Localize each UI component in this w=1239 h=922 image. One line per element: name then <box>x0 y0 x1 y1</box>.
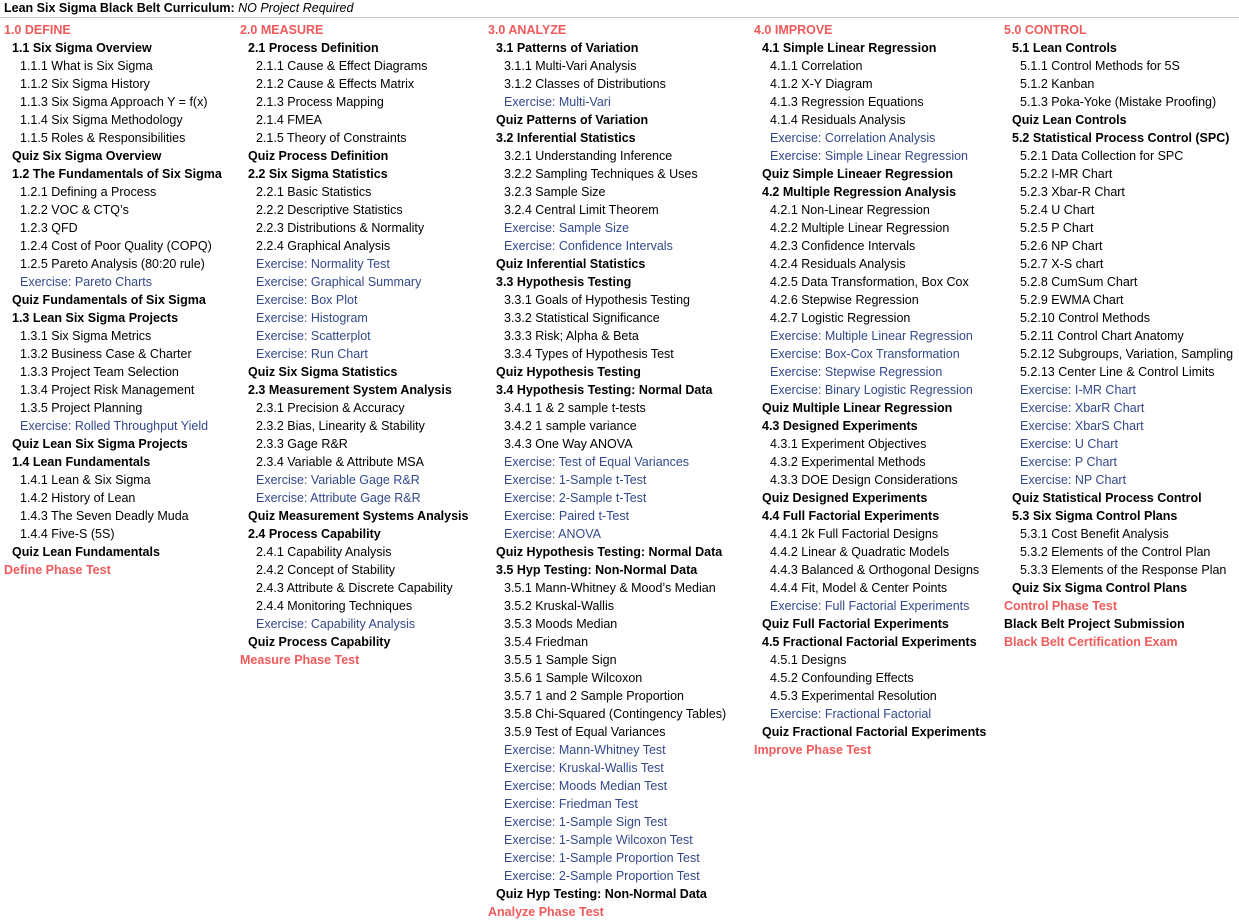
exercise-link[interactable]: Exercise: I-MR Chart <box>1020 383 1136 397</box>
lesson-item: 1.1.5 Roles & Responsibilities <box>20 131 186 145</box>
quiz-item: Quiz Process Definition <box>248 149 389 163</box>
section-heading: 1.2 The Fundamentals of Six Sigma <box>12 167 222 181</box>
lesson-item: 5.3.3 Elements of the Response Plan <box>1020 563 1227 577</box>
lesson-item: 4.3.3 DOE Design Considerations <box>770 473 958 487</box>
quiz-item: Quiz Designed Experiments <box>762 491 928 505</box>
lesson-item: 2.3.3 Gage R&R <box>256 437 348 451</box>
page-header <box>0 0 1239 18</box>
analyze-column <box>488 21 726 921</box>
phase-heading: 5.0 CONTROL <box>1004 23 1087 37</box>
section-heading: 2.1 Process Definition <box>248 41 379 55</box>
lesson-item: 4.4.3 Balanced & Orthogonal Designs <box>770 563 980 577</box>
section-heading: 4.3 Designed Experiments <box>762 419 918 433</box>
quiz-item: Quiz Six Sigma Overview <box>12 149 162 163</box>
lesson-item: 3.5.5 1 Sample Sign <box>504 653 617 667</box>
section-heading: 1.3 Lean Six Sigma Projects <box>12 311 179 325</box>
exercise-link[interactable]: Exercise: Friedman Test <box>504 797 638 811</box>
exercise-link[interactable]: Exercise: Fractional Factorial <box>770 707 932 721</box>
lesson-item: 3.1.1 Multi-Vari Analysis <box>504 59 637 73</box>
lesson-item: 5.2.6 NP Chart <box>1020 239 1103 253</box>
lesson-item: 5.2.1 Data Collection for SPC <box>1020 149 1184 163</box>
lesson-item: 5.2.8 CumSum Chart <box>1020 275 1138 289</box>
lesson-item: 3.5.1 Mann-Whitney & Mood’s Median <box>504 581 716 595</box>
exercise-link[interactable]: Exercise: Attribute Gage R&R <box>256 491 421 505</box>
lesson-item: 4.5.2 Confounding Effects <box>770 671 914 685</box>
lesson-item: 4.5.1 Designs <box>770 653 847 667</box>
exercise-link[interactable]: Exercise: U Chart <box>1020 437 1118 451</box>
exercise-link[interactable]: Exercise: Box-Cox Transformation <box>770 347 960 361</box>
lesson-item: 4.2.7 Logistic Regression <box>770 311 911 325</box>
lesson-item: 5.3.2 Elements of the Control Plan <box>1020 545 1211 559</box>
exercise-link[interactable]: Exercise: Stepwise Regression <box>770 365 943 379</box>
exercise-link[interactable]: Exercise: 2-Sample Proportion Test <box>504 869 700 883</box>
exercise-link[interactable]: Exercise: Paired t-Test <box>504 509 630 523</box>
section-heading: 3.4 Hypothesis Testing: Normal Data <box>496 383 713 397</box>
exercise-link[interactable]: Exercise: Correlation Analysis <box>770 131 936 145</box>
exercise-link[interactable]: Exercise: Multiple Linear Regression <box>770 329 973 343</box>
lesson-item: 2.1.1 Cause & Effect Diagrams <box>256 59 428 73</box>
quiz-item: Quiz Six Sigma Control Plans <box>1012 581 1188 595</box>
lesson-item: 1.4.4 Five-S (5S) <box>20 527 115 541</box>
lesson-item: 2.3.4 Variable & Attribute MSA <box>256 455 424 469</box>
phase-test: Improve Phase Test <box>754 743 872 757</box>
lesson-item: 2.1.4 FMEA <box>256 113 322 127</box>
quiz-item: Quiz Statistical Process Control <box>1012 491 1202 505</box>
lesson-item: 1.3.2 Business Case & Charter <box>20 347 192 361</box>
section-heading: 5.2 Statistical Process Control (SPC) <box>1012 131 1230 145</box>
lesson-item: 1.2.4 Cost of Poor Quality (COPQ) <box>20 239 212 253</box>
lesson-item: 1.2.3 QFD <box>20 221 78 235</box>
lesson-item: 5.2.11 Control Chart Anatomy <box>1020 329 1184 343</box>
exercise-link[interactable]: Exercise: Box Plot <box>256 293 358 307</box>
section-heading: 2.3 Measurement System Analysis <box>248 383 452 397</box>
exercise-link[interactable]: Exercise: 1-Sample t-Test <box>504 473 647 487</box>
quiz-item: Quiz Inferential Statistics <box>496 257 646 271</box>
lesson-item: 5.1.1 Control Methods for 5S <box>1020 59 1180 73</box>
section-heading: 3.5 Hyp Testing: Non-Normal Data <box>496 563 698 577</box>
lesson-item: 2.1.2 Cause & Effects Matrix <box>256 77 415 91</box>
exercise-link[interactable]: Exercise: 2-Sample t-Test <box>504 491 647 505</box>
exercise-link[interactable]: Exercise: Test of Equal Variances <box>504 455 690 469</box>
control-column <box>1004 21 1233 651</box>
define-column <box>4 21 222 579</box>
lesson-item: 5.1.3 Poka-Yoke (Mistake Proofing) <box>1020 95 1217 109</box>
quiz-item: Quiz Fundamentals of Six Sigma <box>12 293 206 307</box>
lesson-item: 2.1.3 Process Mapping <box>256 95 384 109</box>
phase-test: Measure Phase Test <box>240 653 360 667</box>
exercise-link[interactable]: Exercise: Binary Logistic Regression <box>770 383 973 397</box>
section-heading: 4.2 Multiple Regression Analysis <box>762 185 957 199</box>
quiz-item: Quiz Fractional Factorial Experiments <box>762 725 987 739</box>
lesson-item: 3.5.8 Chi-Squared (Contingency Tables) <box>504 707 727 721</box>
lesson-item: 3.5.7 1 and 2 Sample Proportion <box>504 689 684 703</box>
phase-heading: 3.0 ANALYZE <box>488 23 567 37</box>
phase-test: Analyze Phase Test <box>488 905 604 919</box>
lesson-item: 3.1.2 Classes of Distributions <box>504 77 666 91</box>
lesson-item: 1.3.5 Project Planning <box>20 401 143 415</box>
lesson-item: 5.2.3 Xbar-R Chart <box>1020 185 1125 199</box>
quiz-item: Quiz Hypothesis Testing: Normal Data <box>496 545 723 559</box>
lesson-item: 5.2.4 U Chart <box>1020 203 1095 217</box>
section-heading: 4.1 Simple Linear Regression <box>762 41 937 55</box>
lesson-item: 3.4.1 1 & 2 sample t-tests <box>504 401 646 415</box>
phase-heading: 4.0 IMPROVE <box>754 23 833 37</box>
lesson-item: 2.4.3 Attribute & Discrete Capability <box>256 581 453 595</box>
exercise-link[interactable]: Exercise: 1-Sample Proportion Test <box>504 851 700 865</box>
improve-column <box>754 21 986 759</box>
section-heading: 2.2 Six Sigma Statistics <box>248 167 388 181</box>
exercise-link[interactable]: Exercise: Multi-Vari <box>504 95 611 109</box>
lesson-item: 5.2.7 X-S chart <box>1020 257 1104 271</box>
lesson-item: 4.2.1 Non-Linear Regression <box>770 203 930 217</box>
lesson-item: 4.1.2 X-Y Diagram <box>770 77 873 91</box>
exercise-link[interactable]: Exercise: Run Chart <box>256 347 368 361</box>
exercise-link[interactable]: Exercise: Graphical Summary <box>256 275 422 289</box>
section-heading: 4.5 Fractional Factorial Experiments <box>762 635 977 649</box>
exercise-link[interactable]: Exercise: P Chart <box>1020 455 1118 469</box>
lesson-item: 4.2.3 Confidence Intervals <box>770 239 916 253</box>
exercise-link[interactable]: Exercise: 1-Sample Sign Test <box>504 815 668 829</box>
exercise-link[interactable]: Exercise: Sample Size <box>504 221 630 235</box>
exercise-link[interactable]: Exercise: 1-Sample Wilcoxon Test <box>504 833 693 847</box>
lesson-item: 4.1.4 Residuals Analysis <box>770 113 906 127</box>
section-heading: 5.1 Lean Controls <box>1012 41 1117 55</box>
lesson-item: 4.3.1 Experiment Objectives <box>770 437 927 451</box>
section-heading: 4.4 Full Factorial Experiments <box>762 509 940 523</box>
lesson-item: 4.4.4 Fit, Model & Center Points <box>770 581 948 595</box>
exercise-link[interactable]: Exercise: Scatterplot <box>256 329 371 343</box>
lesson-item: 2.4.2 Concept of Stability <box>256 563 395 577</box>
lesson-item: 5.2.2 I-MR Chart <box>1020 167 1113 181</box>
lesson-item: 3.5.9 Test of Equal Variances <box>504 725 666 739</box>
lesson-item: 3.2.3 Sample Size <box>504 185 606 199</box>
lesson-item: 1.3.4 Project Risk Management <box>20 383 195 397</box>
lesson-item: 2.2.4 Graphical Analysis <box>256 239 391 253</box>
lesson-item: 4.4.1 2k Full Factorial Designs <box>770 527 939 541</box>
exercise-link[interactable]: Exercise: Confidence Intervals <box>504 239 673 253</box>
lesson-item: 2.2.1 Basic Statistics <box>256 185 372 199</box>
lesson-item: 3.5.4 Friedman <box>504 635 589 649</box>
lesson-item: 1.2.2 VOC & CTQ’s <box>20 203 129 217</box>
quiz-item: Quiz Hypothesis Testing <box>496 365 641 379</box>
quiz-item: Quiz Six Sigma Statistics <box>248 365 398 379</box>
exercise-link[interactable]: Exercise: NP Chart <box>1020 473 1127 487</box>
section-heading: 3.2 Inferential Statistics <box>496 131 636 145</box>
phase-test: Black Belt Certification Exam <box>1004 635 1178 649</box>
curriculum-title: Lean Six Sigma Black Belt Curriculum: <box>4 1 235 15</box>
exercise-link[interactable]: Exercise: ANOVA <box>504 527 602 541</box>
exercise-link[interactable]: Exercise: Capability Analysis <box>256 617 416 631</box>
lesson-item: 3.2.4 Central Limit Theorem <box>504 203 659 217</box>
lesson-item: 1.3.3 Project Team Selection <box>20 365 179 379</box>
exercise-link[interactable]: Exercise: Normality Test <box>256 257 390 271</box>
exercise-link[interactable]: Exercise: Histogram <box>256 311 368 325</box>
exercise-link[interactable]: Exercise: Rolled Throughput Yield <box>20 419 209 433</box>
lesson-item: 3.4.2 1 sample variance <box>504 419 637 433</box>
lesson-item: 1.2.5 Pareto Analysis (80:20 rule) <box>20 257 205 271</box>
lesson-item: 1.4.1 Lean & Six Sigma <box>20 473 151 487</box>
lesson-item: 2.4.4 Monitoring Techniques <box>256 599 413 613</box>
section-heading: 1.4 Lean Fundamentals <box>12 455 151 469</box>
lesson-item: 2.3.2 Bias, Linearity & Stability <box>256 419 425 433</box>
exercise-link[interactable]: Exercise: Moods Median Test <box>504 779 668 793</box>
lesson-item: 4.2.2 Multiple Linear Regression <box>770 221 950 235</box>
quiz-item: Quiz Measurement Systems Analysis <box>248 509 469 523</box>
lesson-item: 3.4.3 One Way ANOVA <box>504 437 633 451</box>
exercise-link[interactable]: Exercise: XbarS Chart <box>1020 419 1144 433</box>
lesson-item: 1.2.1 Defining a Process <box>20 185 157 199</box>
quiz-item: Quiz Lean Controls <box>1012 113 1127 127</box>
section-heading: 3.1 Patterns of Variation <box>496 41 639 55</box>
lesson-item: 2.1.5 Theory of Constraints <box>256 131 407 145</box>
lesson-item: 3.5.2 Kruskal-Wallis <box>504 599 614 613</box>
quiz-item: Quiz Hyp Testing: Non-Normal Data <box>496 887 707 901</box>
lesson-item: 3.3.3 Risk; Alpha & Beta <box>504 329 639 343</box>
exercise-link[interactable]: Exercise: XbarR Chart <box>1020 401 1145 415</box>
exercise-link[interactable]: Exercise: Simple Linear Regression <box>770 149 969 163</box>
lesson-item: 3.5.3 Moods Median <box>504 617 618 631</box>
quiz-item: Quiz Lean Six Sigma Projects <box>12 437 188 451</box>
lesson-item: 1.4.2 History of Lean <box>20 491 136 505</box>
lesson-item: 4.2.4 Residuals Analysis <box>770 257 906 271</box>
project-note: NO Project Required <box>238 1 354 15</box>
lesson-item: 1.4.3 The Seven Deadly Muda <box>20 509 189 523</box>
phase-heading: 1.0 DEFINE <box>4 23 71 37</box>
lesson-item: 4.4.2 Linear & Quadratic Models <box>770 545 950 559</box>
lesson-item: 4.3.2 Experimental Methods <box>770 455 926 469</box>
quiz-item: Quiz Process Capability <box>248 635 391 649</box>
lesson-item: 3.3.4 Types of Hypothesis Test <box>504 347 674 361</box>
lesson-item: 4.2.6 Stepwise Regression <box>770 293 919 307</box>
phase-heading: 2.0 MEASURE <box>240 23 324 37</box>
phase-test: Define Phase Test <box>4 563 111 577</box>
lesson-item: 2.2.3 Distributions & Normality <box>256 221 425 235</box>
lesson-item: 5.2.9 EWMA Chart <box>1020 293 1124 307</box>
lesson-item: 1.1.2 Six Sigma History <box>20 77 150 91</box>
lesson-item: 4.1.3 Regression Equations <box>770 95 924 109</box>
lesson-item: 3.3.1 Goals of Hypothesis Testing <box>504 293 690 307</box>
lesson-item: 1.3.1 Six Sigma Metrics <box>20 329 152 343</box>
lesson-item: 5.2.5 P Chart <box>1020 221 1094 235</box>
measure-column <box>240 21 468 669</box>
section-heading: 3.3 Hypothesis Testing <box>496 275 632 289</box>
quiz-item: Quiz Multiple Linear Regression <box>762 401 953 415</box>
project-submission: Black Belt Project Submission <box>1004 617 1185 631</box>
lesson-item: 1.1.4 Six Sigma Methodology <box>20 113 183 127</box>
lesson-item: 3.2.1 Understanding Inference <box>504 149 673 163</box>
lesson-item: 3.5.6 1 Sample Wilcoxon <box>504 671 643 685</box>
section-heading: 5.3 Six Sigma Control Plans <box>1012 509 1178 523</box>
lesson-item: 1.1.3 Six Sigma Approach Y = f(x) <box>20 95 208 109</box>
lesson-item: 4.1.1 Correlation <box>770 59 863 73</box>
lesson-item: 5.2.13 Center Line & Control Limits <box>1020 365 1215 379</box>
lesson-item: 3.3.2 Statistical Significance <box>504 311 660 325</box>
quiz-item: Quiz Lean Fundamentals <box>12 545 160 559</box>
lesson-item: 5.2.12 Subgroups, Variation, Sampling <box>1020 347 1234 361</box>
quiz-item: Quiz Full Factorial Experiments <box>762 617 949 631</box>
lesson-item: 4.2.5 Data Transformation, Box Cox <box>770 275 969 289</box>
quiz-item: Quiz Simple Lineaer Regression <box>762 167 954 181</box>
section-heading: 2.4 Process Capability <box>248 527 381 541</box>
lesson-item: 3.2.2 Sampling Techniques & Uses <box>504 167 698 181</box>
lesson-item: 5.2.10 Control Methods <box>1020 311 1150 325</box>
lesson-item: 4.5.3 Experimental Resolution <box>770 689 937 703</box>
lesson-item: 5.3.1 Cost Benefit Analysis <box>1020 527 1169 541</box>
exercise-link[interactable]: Exercise: Mann-Whitney Test <box>504 743 666 757</box>
exercise-link[interactable]: Exercise: Full Factorial Experiments <box>770 599 970 613</box>
lesson-item: 2.3.1 Precision & Accuracy <box>256 401 405 415</box>
exercise-link[interactable]: Exercise: Pareto Charts <box>20 275 152 289</box>
exercise-link[interactable]: Exercise: Kruskal-Wallis Test <box>504 761 664 775</box>
lesson-item: 5.1.2 Kanban <box>1020 77 1095 91</box>
lesson-item: 2.4.1 Capability Analysis <box>256 545 392 559</box>
lesson-item: 1.1.1 What is Six Sigma <box>20 59 153 73</box>
exercise-link[interactable]: Exercise: Variable Gage R&R <box>256 473 420 487</box>
section-heading: 1.1 Six Sigma Overview <box>12 41 152 55</box>
quiz-item: Quiz Patterns of Variation <box>496 113 649 127</box>
phase-test: Control Phase Test <box>1004 599 1117 613</box>
lesson-item: 2.2.2 Descriptive Statistics <box>256 203 403 217</box>
